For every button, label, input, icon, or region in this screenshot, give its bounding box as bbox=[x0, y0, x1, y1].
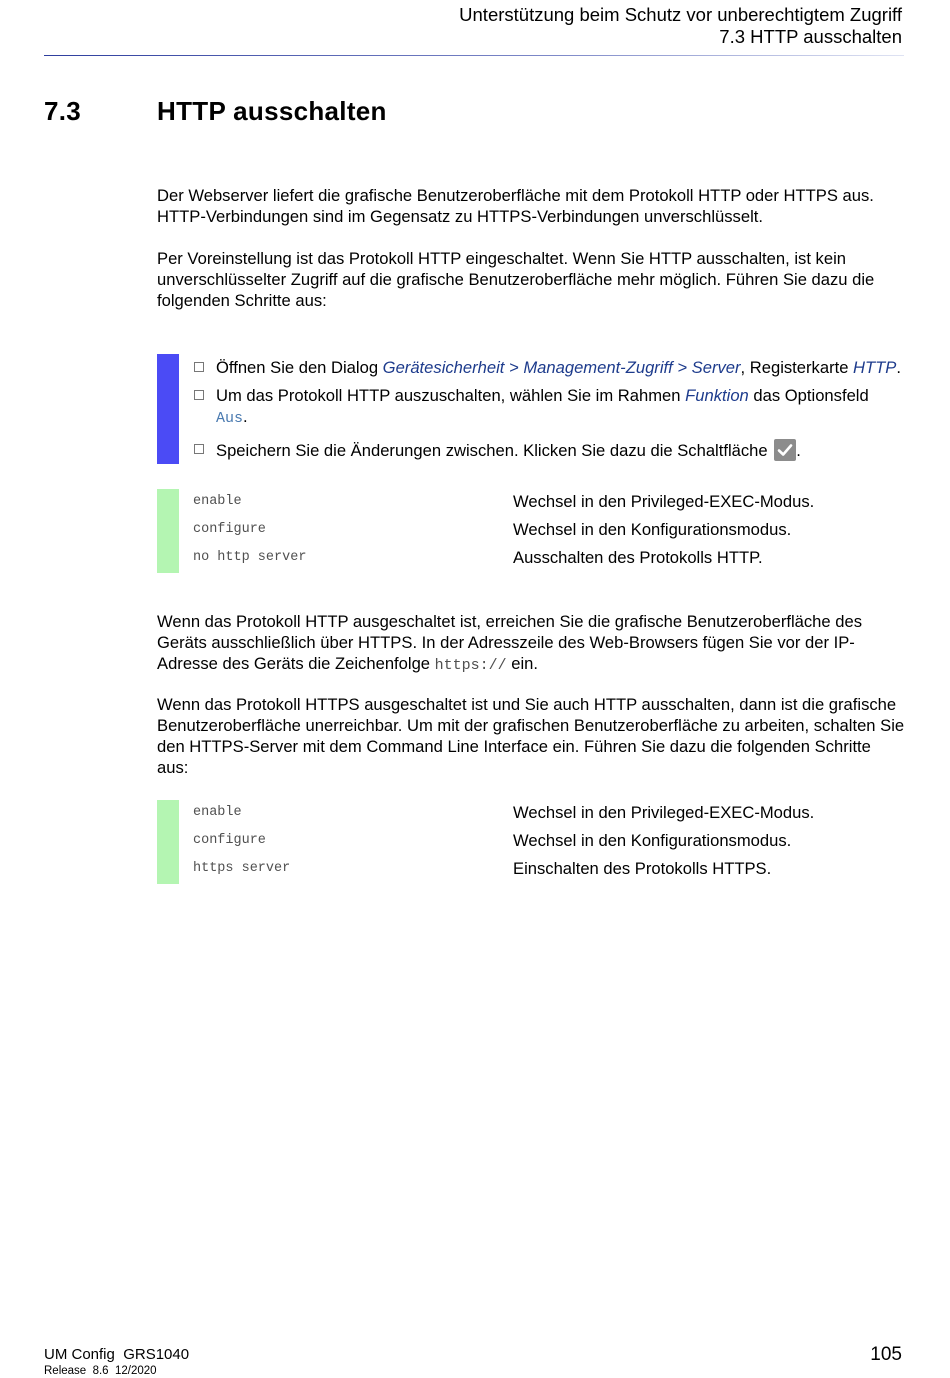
step-text: . bbox=[243, 407, 248, 426]
option-name: Aus bbox=[216, 410, 244, 427]
frame-name: Funktion bbox=[685, 386, 749, 405]
inline-code: https:// bbox=[434, 657, 507, 674]
paragraph-text: ein. bbox=[506, 654, 539, 673]
cli-command: configure bbox=[193, 522, 266, 537]
cli-command: enable bbox=[193, 494, 242, 509]
intro-paragraph-1: Der Webserver liefert die grafische Benutzeroberfläche mit dem Protokoll HTTP oder HTTPS aus. HTTP-Verbindungen sind im Gegensatz zu HTTPS-Verbindungen unverschlüsselt. bbox=[157, 186, 874, 226]
cli-command: enable bbox=[193, 805, 242, 820]
footer-document-name: UM Config GRS1040 bbox=[44, 1346, 190, 1363]
step-checkbox-icon bbox=[194, 390, 204, 400]
step-checkbox-icon bbox=[194, 444, 204, 454]
cli-block-marker bbox=[157, 800, 179, 884]
section-number: 7.3 bbox=[44, 96, 82, 126]
step-text: , Registerkarte bbox=[740, 358, 854, 377]
step-text: das Optionsfeld bbox=[748, 386, 869, 405]
step-text: Um das Protokoll HTTP auszuschalten, wählen Sie im Rahmen bbox=[216, 386, 686, 405]
gui-step-1 bbox=[194, 357, 904, 378]
running-header-section: 7.3 HTTP ausschalten bbox=[719, 26, 902, 47]
tab-name: HTTP bbox=[853, 358, 897, 377]
gui-steps-marker bbox=[157, 354, 179, 464]
header-rule bbox=[44, 55, 904, 56]
running-header-chapter: Unterstützung beim Schutz vor unberechtigtem Zugriff bbox=[459, 4, 902, 25]
cli-command: configure bbox=[193, 833, 266, 848]
paragraph-text: Wenn das Protokoll HTTP ausgeschaltet ist, erreichen Sie die grafische Benutzeroberfläche des Geräts ausschließlich über HTTPS. In der Adresszeile des Web-Browsers fügen Sie vor der IP-Adresse des Geräts die Zeichenfolge bbox=[157, 612, 862, 673]
page-number: 105 bbox=[870, 1344, 902, 1365]
cli-description: Einschalten des Protokolls HTTPS. bbox=[513, 859, 772, 878]
footer-release: Release 8.6 12/2020 bbox=[44, 1365, 157, 1377]
step-text: Öffnen Sie den Dialog bbox=[216, 358, 383, 377]
cli-description: Wechsel in den Konfigurationsmodus. bbox=[513, 831, 792, 850]
step-text: . bbox=[796, 441, 801, 460]
cli-description: Ausschalten des Protokolls HTTP. bbox=[513, 548, 763, 567]
dialog-path: Gerätesicherheit > Management-Zugriff > Server bbox=[382, 358, 741, 377]
step-text: Speichern Sie die Änderungen zwischen. Klicken Sie dazu die Schaltfläche bbox=[216, 441, 773, 460]
gui-step-2 bbox=[194, 385, 904, 429]
step-text: . bbox=[896, 358, 901, 377]
cli-command: https server bbox=[193, 861, 291, 876]
section-title: HTTP ausschalten bbox=[157, 96, 387, 126]
cli-description: Wechsel in den Privileged-EXEC-Modus. bbox=[513, 803, 815, 822]
step-checkbox-icon bbox=[194, 362, 204, 372]
intro-paragraph-2: Per Voreinstellung ist das Protokoll HTTP eingeschaltet. Wenn Sie HTTP ausschalten, ist kein unverschlüsselter Zugriff auf die grafische Benutzeroberfläche mehr möglich. Führen Sie dazu die folgenden Schritte aus: bbox=[157, 249, 875, 310]
unreachable-paragraph: Wenn das Protokoll HTTPS ausgeschaltet ist und Sie auch HTTP ausschalten, dann ist die grafische Benutzeroberfläche unerreichbar. Um mit der grafischen Benutzeroberfläche zu arbeiten, schalten Sie den HTTPS-Server mit dem Command Line Interface ein. Führen Sie dazu die folgenden Schritte aus: bbox=[157, 695, 905, 777]
gui-step-3 bbox=[194, 439, 904, 461]
cli-block-marker bbox=[157, 489, 179, 573]
https-paragraph bbox=[157, 611, 905, 676]
cli-command: no http server bbox=[193, 550, 307, 565]
cli-description: Wechsel in den Privileged-EXEC-Modus. bbox=[513, 492, 815, 511]
cli-description: Wechsel in den Konfigurationsmodus. bbox=[513, 520, 792, 539]
checkmark-icon bbox=[774, 439, 796, 461]
